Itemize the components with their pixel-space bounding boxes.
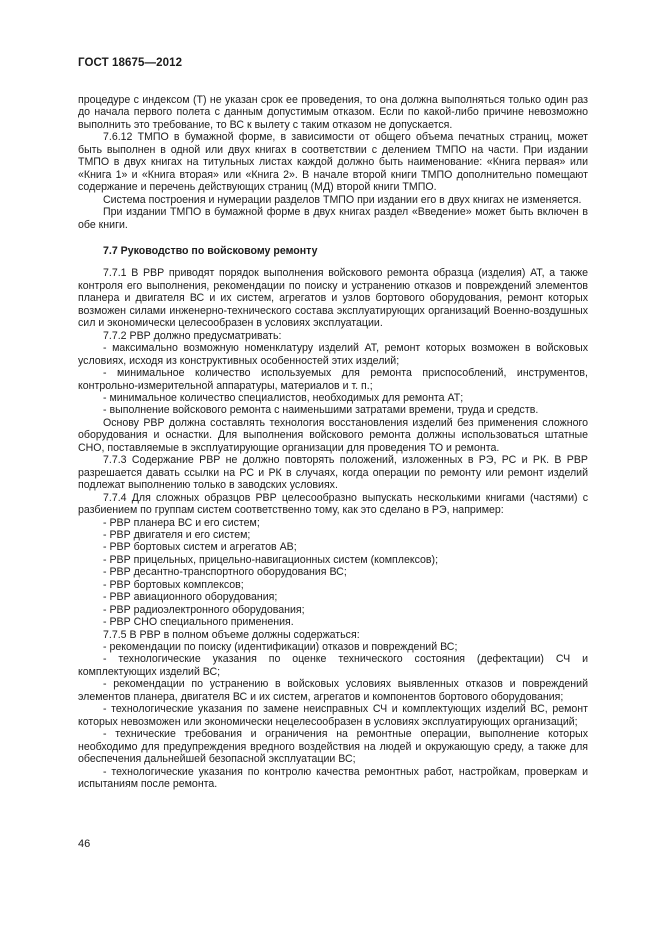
list-item: - минимальное количество используемых для ремонта приспособлений, инструментов, контрольно-измерительной аппаратуры, материалов и т. п.; — [78, 367, 588, 392]
list-item: - выполнение войскового ремонта с наименьшими затратами времени, труда и средств. — [103, 404, 539, 417]
paragraph: 7.7.3 Содержание РВР не должно повторять положений, изложенных в РЭ, РС и РК. В РВР разрешается давать ссылки на РС и РК в случаях, когда операции по ремонту или ремонт изделий подлежат выполнению только в заводских условиях. — [78, 454, 588, 492]
section-heading: 7.7 Руководство по войсковому ремонту — [103, 244, 318, 257]
paragraph: 7.7.5 В РВР в полном объеме должны содержаться: — [103, 628, 360, 641]
list-item: - РВР десантно-транспортного оборудования ВС; — [103, 566, 347, 579]
list-item: - РВР планера ВС и его систем; — [103, 516, 260, 529]
page-number: 46 — [78, 838, 91, 850]
paragraph: 7.7.2 РВР должно предусматривать: — [103, 329, 282, 342]
list-item: - технические требования и ограничения на ремонтные операции, выполнение которых необходимо для предупреждения вредного воздействия на людей и окружающую среду, а также для обеспечения дальнейшей безопасной эксплуатации ВС; — [78, 728, 588, 766]
paragraph: При издании ТМПО в бумажной форме в двух книгах раздел «Введение» может быть включен в обе книги. — [78, 206, 588, 231]
list-item: - РВР прицельных, прицельно-навигационных систем (комплексов); — [103, 553, 439, 566]
list-item: - РВР радиоэлектронного оборудования; — [103, 603, 305, 616]
list-item: - рекомендации по поиску (идентификации) отказов и повреждений ВС; — [103, 641, 458, 654]
paragraph: 7.7.4 Для сложных образцов РВР целесообразно выпускать несколькими книгами (частями) с разбиением по группам систем соответственно тому, как это сделано в РЭ, например: — [78, 491, 588, 517]
list-item: - РВР бортовых комплексов; — [103, 578, 244, 591]
list-item: - минимальное количество специалистов, необходимых для ремонта АТ; — [103, 391, 464, 404]
list-item: - РВР бортовых систем и агрегатов АВ; — [103, 541, 297, 554]
document-header: ГОСТ 18675—2012 — [78, 57, 183, 69]
paragraph: 7.7.1 В РВР приводят порядок выполнения войскового ремонта образца (изделия) АТ, а также контроля его выполнения, рекомендации по поиску и устранению отказов и повреждений элементов планера и двигателя ВС и их систем, агрегатов и узлов бортового оборудования, ремонт которых возможен силами инженерно-технического состава эксплуатирующих организаций Военно-воздушных сил и экономически целесообразен в условиях эксплуатации. — [78, 267, 588, 330]
list-item: - рекомендации по устранению в войсковых условиях выявленных отказов и повреждений элементов планера, двигателя ВС и их систем, агрегатов и компонентов бортового оборудования; — [78, 678, 588, 703]
list-item: - технологические указания по контролю качества ремонтных работ, настройкам, проверкам и испытаниям после ремонта. — [78, 765, 588, 791]
document-body — [78, 94, 588, 790]
list-item: - технологические указания по замене неисправных СЧ и комплектующих изделий ВС, ремонт которых невозможен или экономически нецелесообразен в условиях эксплуатирующих организаций; — [78, 703, 588, 728]
list-item: - РВР СНО специального применения. — [103, 616, 294, 629]
list-item: - технологические указания по оценке технического состояния (дефектации) СЧ и комплектующих изделий ВС; — [78, 653, 588, 678]
list-item: - РВР двигателя и его систем; — [103, 528, 251, 541]
paragraph: 7.6.12 ТМПО в бумажной форме, в зависимости от общего объема печатных страниц, может быть выполнен в одной или двух книгах в соответствии с делением ТМПО на части. При издании ТМПО в двух книгах на титульных листах каждой должно быть наименование: «Книга первая» или «Книга 1» и «Книга вторая» или «Книга 2». В начале второй книги ТМПО дополнительно помещают содержание и перечень действующих страниц (МД) второй книги ТМПО. — [78, 131, 588, 194]
paragraph: процедуре с индексом (Т) не указан срок ее проведения, то она должна выполняться только один раз до начала первого полета с данным допустимым отказом. Если по какой-либо причине невозможно выполнить это требование, то ВС к вылету с таким отказом не допускается. — [78, 94, 588, 131]
list-item: - максимально возможную номенклатуру изделий АТ, ремонт которых возможен в войсковых условиях, исходя из конструктивных особенностей этих изделий; — [78, 342, 588, 367]
list-item: - РВР авиационного оборудования; — [103, 591, 278, 604]
paragraph: Система построения и нумерации разделов ТМПО при издании его в двух книгах не изменяется. — [103, 193, 582, 206]
paragraph: Основу РВР должна составлять технология восстановления изделий без применения сложного оборудования и оснастки. Для выполнения войскового ремонта должны использоваться штатные СНО, поставляемые в эксплуатирующие организации для проведения ТО и ремонта. — [78, 416, 588, 454]
